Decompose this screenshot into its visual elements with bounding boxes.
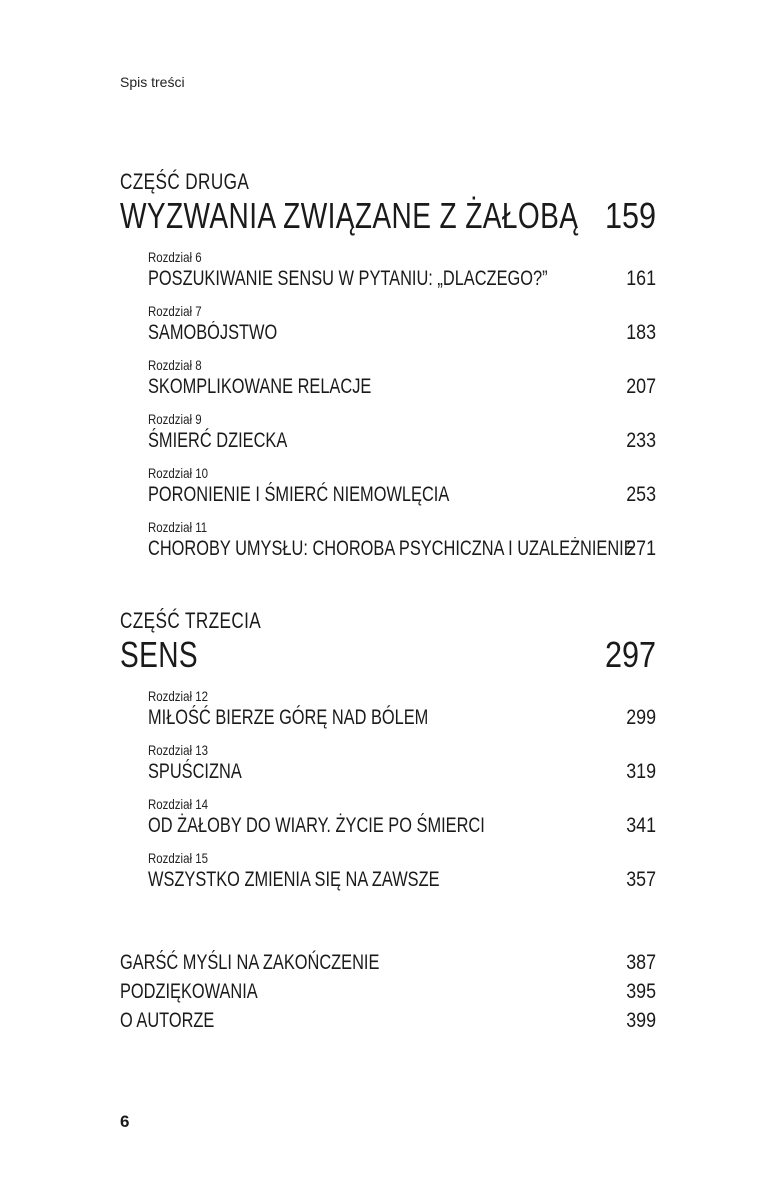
running-head: Spis treści bbox=[120, 74, 185, 90]
chapter-number: Rozdział 10 bbox=[148, 465, 208, 481]
chapter-number: Rozdział 8 bbox=[148, 357, 202, 373]
chapter-number: Rozdział 11 bbox=[148, 519, 208, 535]
chapter-title: PORONIENIE I ŚMIERĆ NIEMOWLĘCIA bbox=[148, 483, 450, 506]
part-title: SENS bbox=[120, 634, 199, 675]
chapter-page-number: 319 bbox=[626, 760, 656, 783]
chapter-title: WSZYSTKO ZMIENIA SIĘ NA ZAWSZE bbox=[148, 868, 440, 891]
chapter-page-number: 253 bbox=[626, 483, 656, 506]
chapter-page-number: 341 bbox=[626, 814, 656, 837]
chapter-number: Rozdział 7 bbox=[148, 303, 202, 319]
chapter-number: Rozdział 12 bbox=[148, 688, 208, 704]
end-matter-title: GARŚĆ MYŚLI NA ZAKOŃCZENIE bbox=[120, 951, 380, 974]
chapter-title: MIŁOŚĆ BIERZE GÓRĘ NAD BÓLEM bbox=[148, 706, 429, 729]
page-number: 6 bbox=[120, 1112, 130, 1131]
chapter-page-number: 299 bbox=[626, 706, 656, 729]
chapter-page-number: 183 bbox=[626, 321, 656, 344]
chapter-number: Rozdział 6 bbox=[148, 249, 202, 265]
part-page-number: 159 bbox=[604, 195, 656, 236]
chapter-page-number: 207 bbox=[626, 375, 656, 398]
chapter-number: Rozdział 13 bbox=[148, 742, 208, 758]
chapter-title: SPUŚCIZNA bbox=[148, 760, 242, 783]
toc-entry[interactable] bbox=[148, 464, 656, 518]
end-matter-title: O AUTORZE bbox=[120, 1009, 215, 1032]
chapter-page-number: 357 bbox=[626, 868, 656, 891]
end-matter-title: PODZIĘKOWANIA bbox=[120, 980, 258, 1003]
toc-entry[interactable] bbox=[120, 979, 656, 1008]
toc-entry[interactable] bbox=[148, 248, 656, 302]
chapter-title: CHOROBY UMYSŁU: CHOROBA PSYCHICZNA I UZALEŻNIENIE bbox=[148, 537, 635, 560]
end-matter-list bbox=[120, 950, 656, 1037]
part-label: CZĘŚĆ TRZECIA bbox=[120, 608, 262, 633]
chapter-title: SAMOBÓJSTWO bbox=[148, 321, 278, 344]
part-section bbox=[120, 168, 656, 572]
chapter-page-number: 161 bbox=[626, 267, 656, 290]
part-label: CZĘŚĆ DRUGA bbox=[120, 169, 250, 194]
chapter-number: Rozdział 14 bbox=[148, 796, 208, 812]
toc-entry[interactable] bbox=[148, 795, 656, 849]
toc-entry[interactable] bbox=[148, 741, 656, 795]
toc-entry[interactable] bbox=[148, 518, 656, 572]
chapter-title: SKOMPLIKOWANE RELACJE bbox=[148, 375, 372, 398]
chapter-title: ŚMIERĆ DZIECKA bbox=[148, 429, 288, 452]
chapter-title: OD ŻAŁOBY DO WIARY. ŻYCIE PO ŚMIERCI bbox=[148, 814, 485, 837]
end-matter-page-number: 387 bbox=[626, 951, 656, 974]
chapter-number: Rozdział 15 bbox=[148, 850, 208, 866]
toc-entry[interactable] bbox=[148, 687, 656, 741]
toc-entry[interactable] bbox=[148, 410, 656, 464]
part-heading bbox=[120, 196, 656, 236]
toc-entry[interactable] bbox=[148, 356, 656, 410]
end-matter-page-number: 395 bbox=[626, 980, 656, 1003]
toc-entry[interactable] bbox=[120, 1008, 656, 1037]
end-matter-page-number: 399 bbox=[626, 1009, 656, 1032]
chapter-list bbox=[148, 248, 656, 572]
toc-entry[interactable] bbox=[148, 302, 656, 356]
part-page-number: 297 bbox=[604, 634, 656, 675]
chapter-number: Rozdział 9 bbox=[148, 411, 202, 427]
toc-entry[interactable] bbox=[120, 950, 656, 979]
chapter-title: POSZUKIWANIE SENSU W PYTANIU: „DLACZEGO?” bbox=[148, 267, 548, 290]
part-section bbox=[120, 607, 656, 903]
chapter-page-number: 271 bbox=[626, 537, 656, 560]
part-title: WYZWANIA ZWIĄZANE Z ŻAŁOBĄ bbox=[120, 195, 579, 236]
toc-entry[interactable] bbox=[148, 849, 656, 903]
chapter-list bbox=[148, 687, 656, 903]
part-heading bbox=[120, 635, 656, 675]
chapter-page-number: 233 bbox=[626, 429, 656, 452]
